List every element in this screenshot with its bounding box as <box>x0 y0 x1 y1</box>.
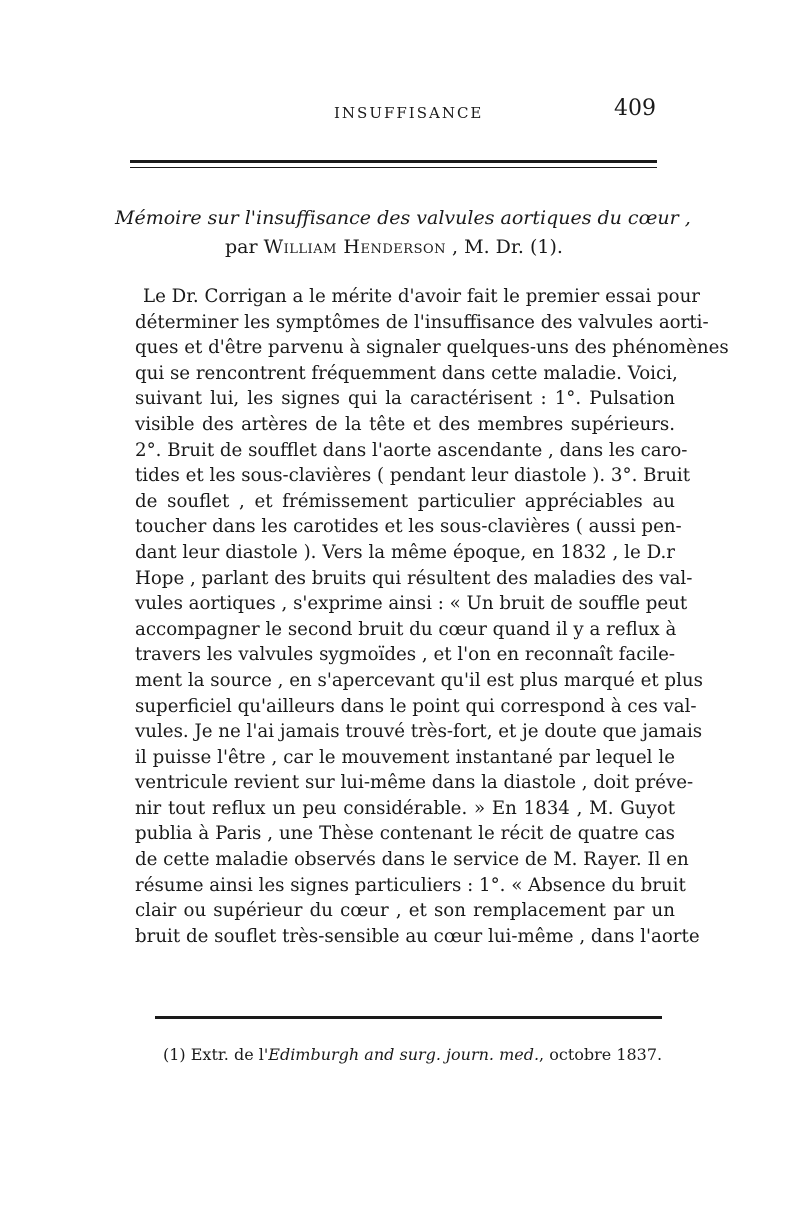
footnote-suffix: , octobre 1837. <box>539 1045 663 1064</box>
body-line: tides et les sous-clavières ( pendant leur diastole ). 3°. Bruit <box>135 465 691 487</box>
footnote-prefix: (1) Extr. de l' <box>163 1045 269 1064</box>
body-line: vules. Je ne l'ai jamais trouvé très-fort, et je doute que jamais <box>135 721 703 743</box>
header-rule-thin <box>130 167 657 168</box>
footnote-journal: Edimburgh and surg. journ. med. <box>268 1045 540 1064</box>
body-line: accompagner le second bruit du cœur quand il y a reflux à <box>135 618 677 640</box>
body-line: de cette maladie observés dans le service de M. Rayer. Il en <box>135 849 689 871</box>
body-line: visible des artères de la tête et des membres supérieurs. <box>135 413 675 435</box>
article-byline <box>115 233 675 262</box>
body-line: il puisse l'être , car le mouvement instantané par lequel le <box>135 746 675 768</box>
running-head-title: INSUFFISANCE <box>334 104 484 122</box>
body-line: ventricule revient sur lui-même dans la diastole , doit préve- <box>135 772 694 794</box>
body-line: travers les valvules sygmoïdes , et l'on en reconnaît facile- <box>135 644 675 666</box>
body-line: clair ou supérieur du cœur , et son remplacement par un <box>135 900 675 922</box>
body-line: ment la source , en s'apercevant qu'il est plus marqué et plus <box>135 669 703 691</box>
article-title: Mémoire sur l'insuffisance des valvules aortiques du cœur , <box>115 207 691 229</box>
body-line: déterminer les symptômes de l'insuffisance des valvules aorti- <box>135 311 709 333</box>
body-line: dant leur diastole ). Vers la même époque, en 1832 , le D.r <box>135 541 675 563</box>
author-name: William Henderson <box>263 236 447 258</box>
body-line: qui se rencontrent fréquemment dans cette maladie. Voici, <box>135 362 678 384</box>
body-line: toucher dans les carotides et les sous-clavières ( aussi pen- <box>135 516 682 538</box>
body-line: ques et d'être parvenu à signaler quelques-uns des phénomènes <box>135 337 729 359</box>
header-double-rule <box>130 160 657 170</box>
body-line: de souflet , et frémissement particulier appréciables au <box>135 490 675 512</box>
article-heading <box>115 204 691 262</box>
body-line: suivant lui, les signes qui la caractérisent : 1°. Pulsation <box>135 388 675 410</box>
body-line: bruit de souflet très-sensible au cœur lui-même , dans l'aorte <box>135 925 700 947</box>
header-rule-thick <box>130 160 657 163</box>
byline-suffix: , M. Dr. (1). <box>446 236 563 258</box>
running-head <box>140 96 660 130</box>
byline-prefix: par <box>225 236 264 258</box>
body-line: Le Dr. Corrigan a le mérite d'avoir fait le premier essai pour <box>143 286 700 307</box>
body-paragraph <box>135 284 729 949</box>
body-line: superficiel qu'ailleurs dans le point qui correspond à ces val- <box>135 695 697 717</box>
body-line: Hope , parlant des bruits qui résultent des maladies des val- <box>135 567 693 589</box>
body-line: résume ainsi les signes particuliers : 1°. « Absence du bruit <box>135 874 686 896</box>
body-line: 2°. Bruit de soufflet dans l'aorte ascendante , dans les caro- <box>135 439 688 461</box>
footnote <box>163 1044 663 1066</box>
body-line: publia à Paris , une Thèse contenant le récit de quatre cas <box>135 823 675 845</box>
page-number: 409 <box>614 96 656 121</box>
body-line: vules aortiques , s'exprime ainsi : « Un bruit de souffle peut <box>135 593 688 615</box>
footnote-rule <box>155 1016 662 1019</box>
body-line: nir tout reflux un peu considérable. » En 1834 , M. Guyot <box>135 797 675 819</box>
